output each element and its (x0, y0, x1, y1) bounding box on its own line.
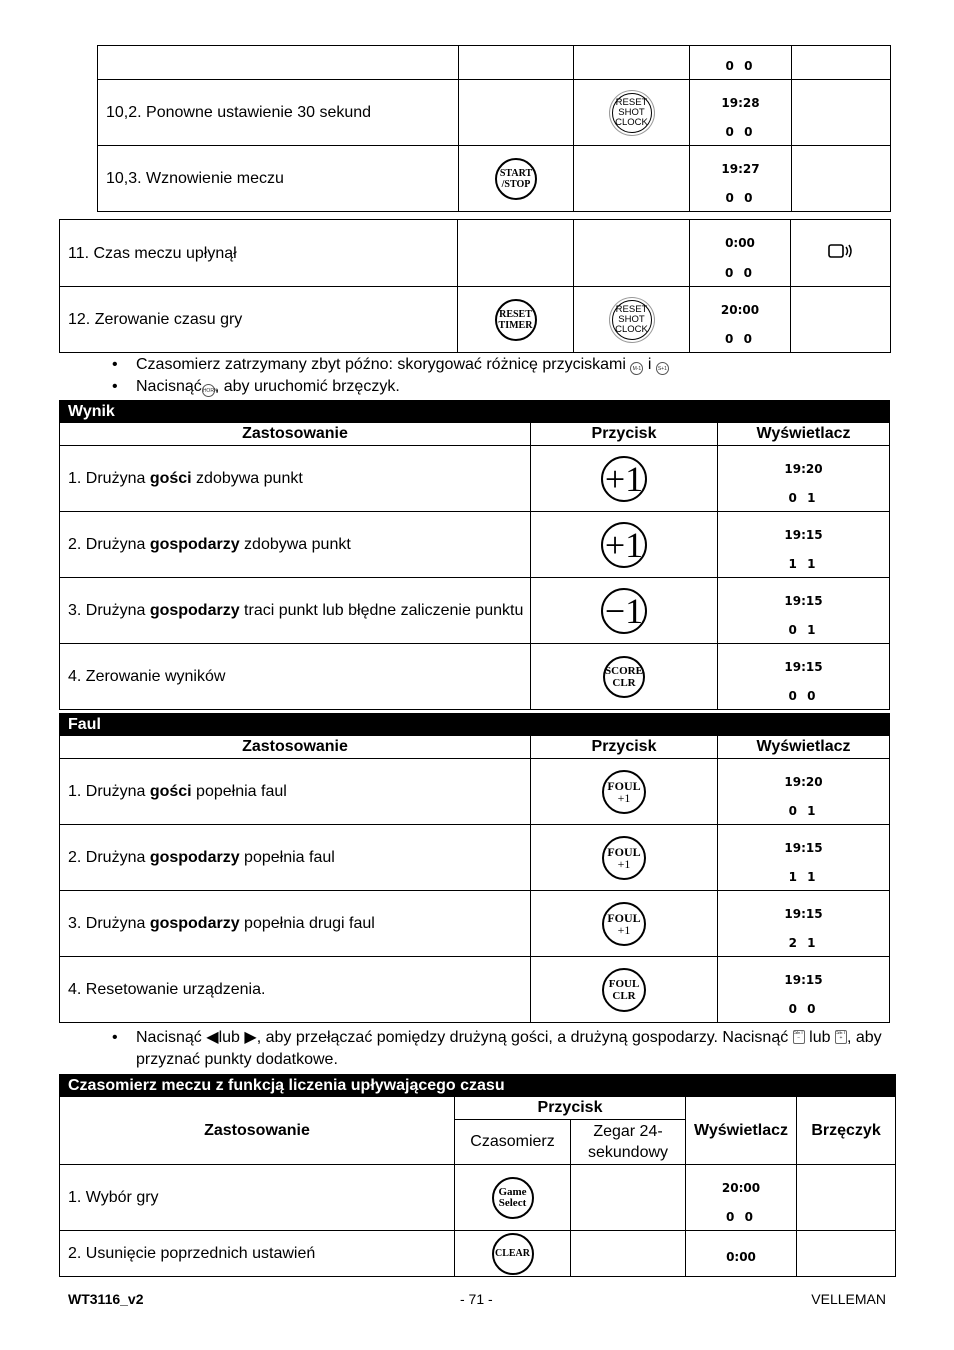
table-row: 2. Drużyna gospodarzy zdobywa punkt +1 19:15 1 1 (60, 512, 890, 578)
column-header: Zastosowanie (60, 736, 531, 759)
column-header: Wyświetlacz (718, 736, 890, 759)
horn-icon: HORN (202, 384, 215, 397)
row-desc: 10,2. Ponowne ustawienie 30 sekund (98, 80, 459, 146)
table-row (98, 80, 891, 146)
table-top (97, 45, 891, 212)
foul-plus-one-button[interactable]: FOUL +1 (602, 902, 646, 946)
table-row: 1. Drużyna gości zdobywa punkt +1 19:20 0 1 (60, 446, 890, 512)
table-header-row (60, 736, 890, 759)
table-header-row (60, 423, 890, 446)
set-minus-icon: SET − (793, 1030, 805, 1044)
minus-one-button[interactable]: −1 (601, 588, 647, 634)
display-score: 0 0 (725, 125, 756, 139)
row-desc: 10,3. Wznowienie meczu (98, 146, 459, 212)
foul-clear-button[interactable]: FOUL CLR (602, 968, 646, 1012)
display-score: 0 0 (725, 191, 756, 205)
start-stop-button[interactable]: START /STOP (495, 158, 537, 200)
reset-shot-clock-button[interactable]: RESET SHOT CLOCK (612, 93, 652, 133)
column-header: Zastosowanie (60, 1097, 455, 1165)
display-time: 0:00 (725, 236, 755, 250)
clear-button[interactable]: CLEAR (492, 1233, 534, 1275)
column-header: Wyświetlacz (718, 423, 890, 446)
table-row: 1. Wybór gry Game Select 20:00 0 0 (60, 1165, 896, 1231)
column-header: Brzęczyk (797, 1097, 896, 1165)
section-title: Faul (60, 714, 890, 736)
table-row (60, 220, 891, 287)
faul-table (59, 713, 890, 1023)
bullet-item: • Nacisnąć ◀lub ▶, aby przełączać pomiędzy drużyną gości, a drużyną gospodarzy. Nacisnąć SET − lub SET + , aby przyznać punkty dodatkowe. (112, 1027, 892, 1071)
table-row: 2. Usunięcie poprzednich ustawień CLEAR 0:00 (60, 1231, 896, 1277)
speaker-icon (827, 241, 855, 261)
section-title: Wynik (60, 401, 890, 423)
section-title: Czasomierz meczu z funkcją liczenia upływającego czasu (60, 1075, 896, 1097)
table-row: 3. Drużyna gospodarzy traci punkt lub błędne zaliczenie punktu −1 19:15 0 1 (60, 578, 890, 644)
row-desc: 11. Czas meczu upłynął (60, 220, 458, 287)
display-cell (690, 80, 792, 146)
reset-timer-button[interactable]: RESET TIMER (495, 299, 537, 341)
table-row (98, 146, 891, 212)
column-header: Przycisk (455, 1097, 686, 1120)
foul-plus-one-button[interactable]: FOUL +1 (602, 770, 646, 814)
foul-plus-one-button[interactable]: FOUL +1 (602, 836, 646, 880)
display-score: 0 0 (725, 59, 756, 73)
table-row: 1. Drużyna gości popełnia faul FOUL +1 19:20 0 1 (60, 759, 890, 825)
display-cell (690, 46, 792, 80)
wynik-table (59, 400, 890, 710)
column-header: Przycisk (531, 736, 718, 759)
table-header-row (60, 1097, 896, 1120)
arrow-right-icon: ▶ (244, 1029, 257, 1046)
plus-one-button[interactable]: +1 (601, 522, 647, 568)
table-row (98, 46, 891, 80)
game-select-button[interactable]: Game Select (492, 1177, 534, 1219)
set-plus-icon: SET + (835, 1030, 847, 1044)
column-header: Wyświetlacz (686, 1097, 797, 1165)
plus-one-button[interactable]: +1 (601, 456, 647, 502)
bullet-list-2 (112, 1027, 892, 1071)
column-header: Zegar 24-sekundowy (571, 1120, 686, 1165)
arrow-left-icon: ◀ (206, 1029, 219, 1046)
table-row: 4. Zerowanie wyników SCORE CLR 19:15 0 0 (60, 644, 890, 710)
bullet-item: • NacisnąćHORN, aby uruchomić brzęczyk. (112, 376, 669, 398)
display-cell (690, 220, 791, 287)
display-time: 19:27 (721, 162, 760, 176)
row-desc: 12. Zerowanie czasu gry (60, 287, 458, 353)
score-clear-button[interactable]: SCORE CLR (603, 656, 645, 698)
table-row: 4. Resetowanie urządzenia. FOUL CLR 19:15 0 0 (60, 957, 890, 1023)
table-row (60, 287, 891, 353)
display-score: 0 0 (725, 332, 755, 346)
footer-page-number: - 71 - (460, 1291, 493, 1307)
table-mid (59, 219, 891, 353)
column-header: Przycisk (531, 423, 718, 446)
minute-minus-icon: M-1 (630, 362, 643, 375)
column-header: Czasomierz (455, 1120, 571, 1165)
footer-right: VELLEMAN (811, 1291, 886, 1307)
reset-shot-clock-button[interactable]: RESET SHOT CLOCK (612, 300, 652, 340)
bullet-list-1 (112, 354, 669, 398)
second-plus-icon: S+1 (656, 362, 669, 375)
column-header: Zastosowanie (60, 423, 531, 446)
display-time: 19:28 (721, 96, 760, 110)
display-cell (690, 287, 791, 353)
display-cell (690, 146, 792, 212)
bullet-item: • Czasomierz zatrzymany zbyt późno: skorygować różnicę przyciskami M-1 i S+1 (112, 354, 669, 376)
table-row: 3. Drużyna gospodarzy popełnia drugi faul FOUL +1 19:15 2 1 (60, 891, 890, 957)
display-time: 20:00 (720, 303, 760, 317)
display-score: 0 0 (725, 266, 755, 280)
countup-table (59, 1074, 896, 1277)
row-desc (98, 46, 459, 80)
footer-left: WT3116_v2 (68, 1291, 144, 1307)
table-row: 2. Drużyna gospodarzy popełnia faul FOUL +1 19:15 1 1 (60, 825, 890, 891)
